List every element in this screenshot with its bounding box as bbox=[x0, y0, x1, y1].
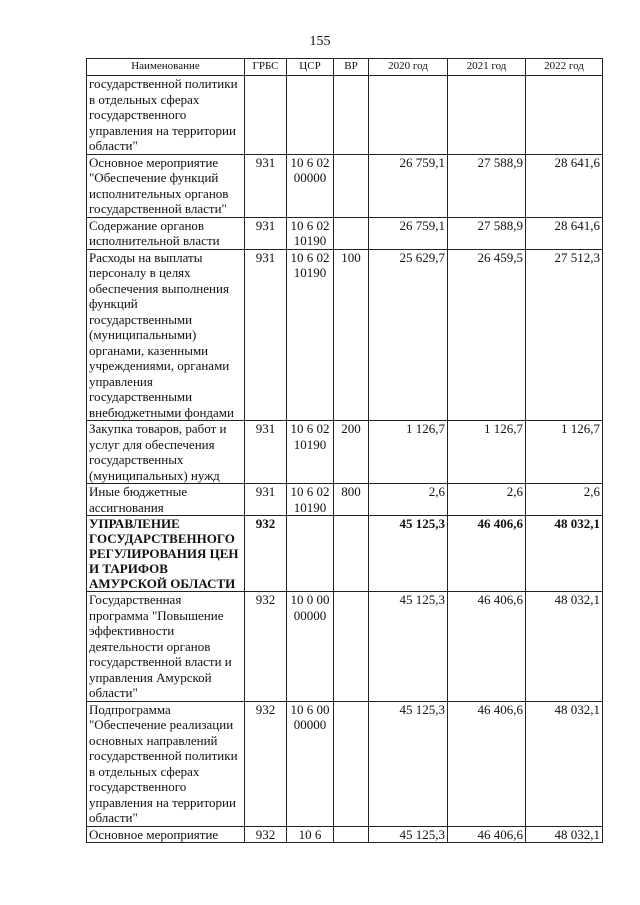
row-grbs: 931 bbox=[245, 217, 287, 249]
row-grbs: 932 bbox=[245, 592, 287, 702]
table-row bbox=[87, 421, 603, 484]
table-row bbox=[87, 76, 603, 155]
budget-table bbox=[86, 58, 603, 843]
header-csr: ЦСР bbox=[287, 59, 334, 76]
row-name: Подпрограмма "Обеспечение реализации основных направлений государственной политики в отдельных сферах государственного управления на территории области" bbox=[87, 701, 245, 826]
row-name: Содержание органов исполнительной власти bbox=[87, 217, 245, 249]
row-2021: 1 126,7 bbox=[448, 421, 526, 484]
row-2022 bbox=[526, 76, 603, 155]
row-2021: 46 406,6 bbox=[448, 592, 526, 702]
row-2022: 48 032,1 bbox=[526, 701, 603, 826]
row-2022: 28 641,6 bbox=[526, 154, 603, 217]
row-grbs: 931 bbox=[245, 154, 287, 217]
row-vr bbox=[334, 826, 369, 843]
table-row bbox=[87, 592, 603, 702]
row-name: УПРАВЛЕНИЕ ГОСУДАРСТВЕННОГО РЕГУЛИРОВАНИЯ ЦЕН И ТАРИФОВ АМУРСКОЙ ОБЛАСТИ bbox=[87, 516, 245, 592]
row-vr: 100 bbox=[334, 249, 369, 421]
row-name: Государственная программа "Повышение эффективности деятельности органов государственной власти и управления Амурской области" bbox=[87, 592, 245, 702]
row-2022: 2,6 bbox=[526, 484, 603, 516]
header-grbs: ГРБС bbox=[245, 59, 287, 76]
row-2021: 27 588,9 bbox=[448, 154, 526, 217]
table-row bbox=[87, 826, 603, 843]
table-row bbox=[87, 516, 603, 592]
row-2022: 48 032,1 bbox=[526, 592, 603, 702]
row-vr bbox=[334, 217, 369, 249]
row-2020: 45 125,3 bbox=[369, 516, 448, 592]
table-row bbox=[87, 217, 603, 249]
row-csr: 10 6 02 10190 bbox=[287, 484, 334, 516]
row-vr bbox=[334, 76, 369, 155]
row-csr: 10 6 02 00000 bbox=[287, 154, 334, 217]
header-vr: ВР bbox=[334, 59, 369, 76]
row-2022: 27 512,3 bbox=[526, 249, 603, 421]
row-2020: 26 759,1 bbox=[369, 217, 448, 249]
row-vr: 800 bbox=[334, 484, 369, 516]
row-csr: 10 6 02 10190 bbox=[287, 217, 334, 249]
row-vr bbox=[334, 516, 369, 592]
row-name: Расходы на выплаты персоналу в целях обеспечения выполнения функций государственными (муниципальными) органами, казенными учреждениями, органами управления государственными внебюджетными фондами bbox=[87, 249, 245, 421]
table-row bbox=[87, 484, 603, 516]
row-grbs: 932 bbox=[245, 826, 287, 843]
row-2021 bbox=[448, 76, 526, 155]
table-row bbox=[87, 249, 603, 421]
row-2021: 46 406,6 bbox=[448, 701, 526, 826]
header-2020: 2020 год bbox=[369, 59, 448, 76]
table-row bbox=[87, 701, 603, 826]
row-2022: 48 032,1 bbox=[526, 516, 603, 592]
row-csr: 10 6 bbox=[287, 826, 334, 843]
header-2022: 2022 год bbox=[526, 59, 603, 76]
row-2021: 2,6 bbox=[448, 484, 526, 516]
row-grbs: 932 bbox=[245, 701, 287, 826]
header-name: Наименование bbox=[87, 59, 245, 76]
row-2020: 25 629,7 bbox=[369, 249, 448, 421]
row-2021: 26 459,5 bbox=[448, 249, 526, 421]
row-2021: 46 406,6 bbox=[448, 826, 526, 843]
row-csr: 10 6 02 10190 bbox=[287, 421, 334, 484]
row-2022: 48 032,1 bbox=[526, 826, 603, 843]
row-2021: 27 588,9 bbox=[448, 217, 526, 249]
row-grbs: 931 bbox=[245, 421, 287, 484]
row-name: Основное мероприятие bbox=[87, 826, 245, 843]
row-name: Иные бюджетные ассигнования bbox=[87, 484, 245, 516]
row-csr: 10 6 00 00000 bbox=[287, 701, 334, 826]
row-vr bbox=[334, 592, 369, 702]
row-grbs: 932 bbox=[245, 516, 287, 592]
row-2020: 26 759,1 bbox=[369, 154, 448, 217]
row-vr bbox=[334, 701, 369, 826]
row-2020 bbox=[369, 76, 448, 155]
table-header-row bbox=[87, 59, 603, 76]
row-name: Основное мероприятие "Обеспечение функций исполнительных органов государственной власти" bbox=[87, 154, 245, 217]
row-name: государственной политики в отдельных сферах государственного управления на территории области" bbox=[87, 76, 245, 155]
table-row bbox=[87, 154, 603, 217]
row-grbs bbox=[245, 76, 287, 155]
row-csr bbox=[287, 516, 334, 592]
row-csr bbox=[287, 76, 334, 155]
row-2020: 2,6 bbox=[369, 484, 448, 516]
row-vr bbox=[334, 154, 369, 217]
row-2020: 45 125,3 bbox=[369, 701, 448, 826]
row-vr: 200 bbox=[334, 421, 369, 484]
row-2021: 46 406,6 bbox=[448, 516, 526, 592]
row-2020: 1 126,7 bbox=[369, 421, 448, 484]
row-2020: 45 125,3 bbox=[369, 592, 448, 702]
row-2020: 45 125,3 bbox=[369, 826, 448, 843]
row-2022: 28 641,6 bbox=[526, 217, 603, 249]
header-2021: 2021 год bbox=[448, 59, 526, 76]
row-csr: 10 0 00 00000 bbox=[287, 592, 334, 702]
row-grbs: 931 bbox=[245, 249, 287, 421]
row-2022: 1 126,7 bbox=[526, 421, 603, 484]
page-number: 155 bbox=[309, 34, 331, 49]
row-name: Закупка товаров, работ и услуг для обеспечения государственных (муниципальных) нужд bbox=[87, 421, 245, 484]
row-csr: 10 6 02 10190 bbox=[287, 249, 334, 421]
row-grbs: 931 bbox=[245, 484, 287, 516]
